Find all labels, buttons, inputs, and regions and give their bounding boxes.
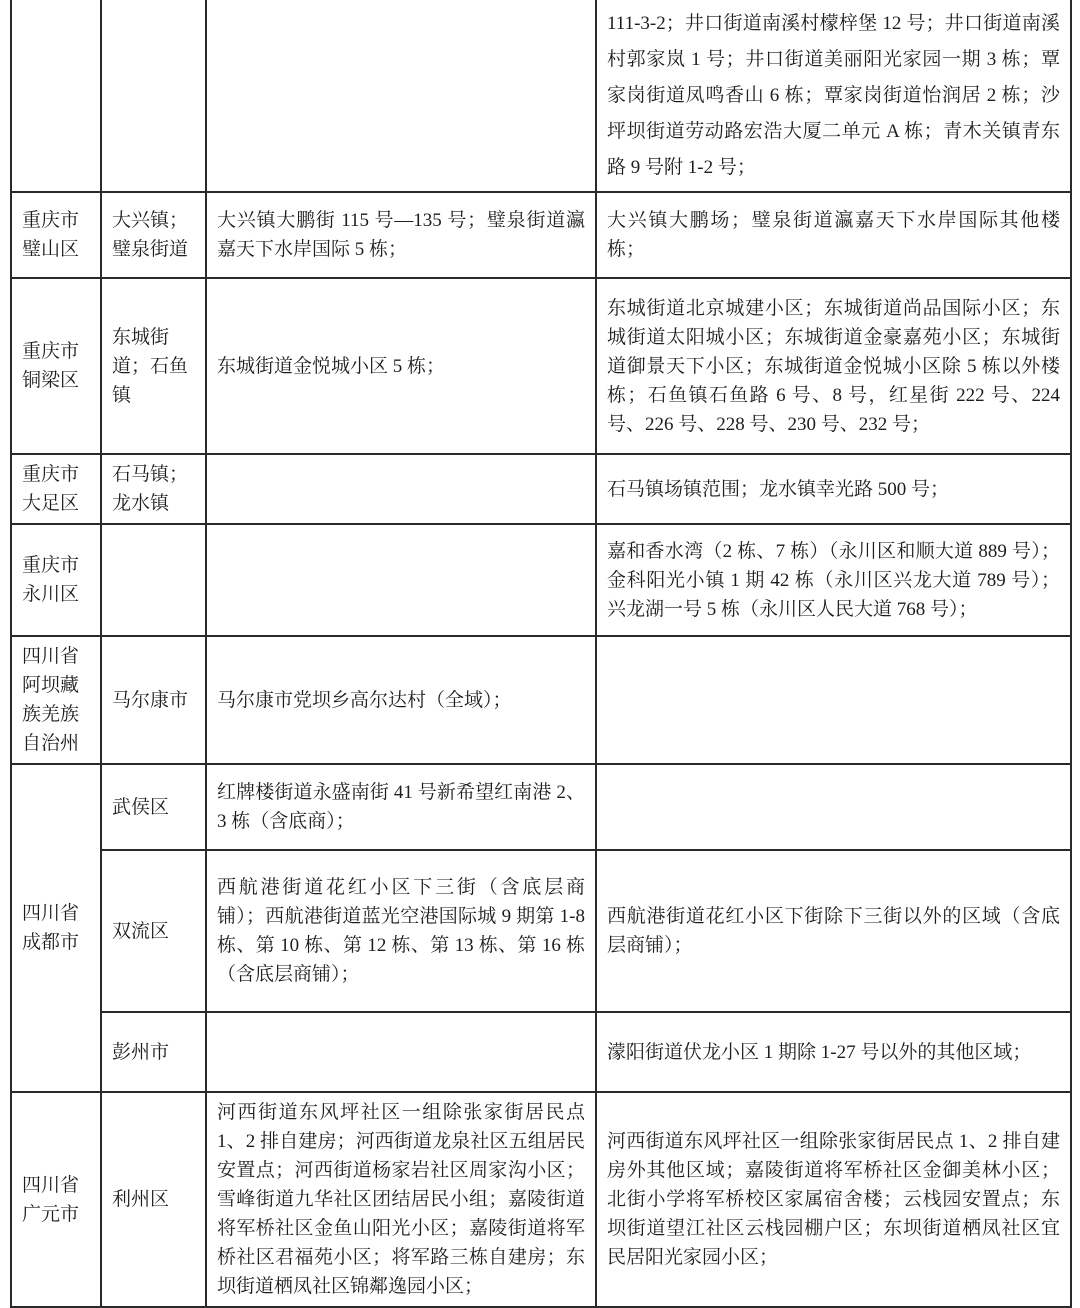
province-cell: 重庆市璧山区 <box>11 192 101 278</box>
risk-table-body <box>11 0 1071 1307</box>
row-dazu <box>11 454 1071 524</box>
province-cell: 四川省广元市 <box>11 1092 101 1307</box>
row-chengdu-shuangliu <box>11 850 1071 1012</box>
subdivision-cell: 东城街道；石鱼镇 <box>101 278 206 454</box>
subdivision-cell: 武侯区 <box>101 764 206 850</box>
list-1-cell: 大兴镇大鹏街 115 号—135 号；璧泉街道瀛嘉天下水岸国际 5 栋； <box>206 192 596 278</box>
province-cell <box>11 0 101 192</box>
province-cell: 重庆市永川区 <box>11 524 101 636</box>
row-chengdu-wuhou <box>11 764 1071 850</box>
subdivision-cell <box>101 0 206 192</box>
province-cell: 四川省阿坝藏族羌族自治州 <box>11 636 101 764</box>
list-1-cell: 东城街道金悦城小区 5 栋； <box>206 278 596 454</box>
list-1-cell: 红牌楼街道永盛南街 41 号新希望红南港 2、3 栋（含底商）； <box>206 764 596 850</box>
list-1-cell: 河西街道东风坪社区一组除张家街居民点 1、2 排自建房；河西街道龙泉社区五组居民安置点；河西街道杨家岩社区周家沟小区；雪峰街道九华社区团结居民小组；嘉陵街道将军桥社区金鱼山阳光小区；嘉陵街道将军桥社区君福苑小区；将军路三栋自建房；东坝街道栖凤社区锦鄰逸园小区； <box>206 1092 596 1307</box>
province-cell: 重庆市大足区 <box>11 454 101 524</box>
list-1-cell: 西航港街道花红小区下三街（含底层商铺）；西航港街道蓝光空港国际城 9 期第 1-8 栋、第 10 栋、第 12 栋、第 13 栋、第 16 栋（含底层商铺）； <box>206 850 596 1012</box>
row-chengdu-pengzhou <box>11 1012 1071 1092</box>
subdivision-cell: 利州区 <box>101 1092 206 1307</box>
list-2-cell: 河西街道东风坪社区一组除张家街居民点 1、2 排自建房外其他区域；嘉陵街道将军桥社区金御美林小区；北街小学将军桥校区家属宿舍楼；云栈园安置点；东坝街道望江社区云栈园棚户区；东坝街道栖凤社区宜民居阳光家园小区； <box>596 1092 1071 1307</box>
list-1-cell <box>206 1012 596 1092</box>
list-2-cell: 东城街道北京城建小区；东城街道尚品国际小区；东城街道太阳城小区；东城街道金豪嘉苑小区；东城街道御景天下小区；东城街道金悦城小区除 5 栋以外楼栋；石鱼镇石鱼路 6 号、8 号，红星街 222 号、224 号、226 号、228 号、230 号、232 号； <box>596 278 1071 454</box>
row-continued <box>11 0 1071 192</box>
subdivision-cell: 石马镇；龙水镇 <box>101 454 206 524</box>
list-1-cell <box>206 0 596 192</box>
list-1-cell <box>206 524 596 636</box>
list-1-cell <box>206 454 596 524</box>
subdivision-cell: 大兴镇；璧泉街道 <box>101 192 206 278</box>
list-2-cell <box>596 764 1071 850</box>
subdivision-cell: 双流区 <box>101 850 206 1012</box>
province-cell: 四川省成都市 <box>11 764 101 1092</box>
subdivision-cell <box>101 524 206 636</box>
list-2-cell: 嘉和香水湾（2 栋、7 栋）（永川区和顺大道 889 号）；金科阳光小镇 1 期 42 栋（永川区兴龙大道 789 号）；兴龙湖一号 5 栋（永川区人民大道 768 号）； <box>596 524 1071 636</box>
row-yongchuan <box>11 524 1071 636</box>
row-bishan <box>11 192 1071 278</box>
list-2-cell: 大兴镇大鹏场；璧泉街道瀛嘉天下水岸国际其他楼栋； <box>596 192 1071 278</box>
row-aba <box>11 636 1071 764</box>
risk-area-table <box>10 0 1072 1308</box>
province-cell: 重庆市铜梁区 <box>11 278 101 454</box>
subdivision-cell: 马尔康市 <box>101 636 206 764</box>
list-1-cell: 马尔康市党坝乡高尔达村（全域）； <box>206 636 596 764</box>
list-2-cell <box>596 636 1071 764</box>
list-2-cell: 濛阳街道伏龙小区 1 期除 1-27 号以外的其他区域； <box>596 1012 1071 1092</box>
list-2-cell: 西航港街道花红小区下街除下三街以外的区域（含底层商铺）； <box>596 850 1071 1012</box>
row-guangyuan <box>11 1092 1071 1307</box>
subdivision-cell: 彭州市 <box>101 1012 206 1092</box>
list-2-cell: 111-3-2；井口街道南溪村檬梓堡 12 号；井口街道南溪村郭家岚 1 号；井口街道美丽阳光家园一期 3 栋；覃家岗街道凤鸣香山 6 栋；覃家岗街道怡润居 2 栋；沙坪坝街道劳动路宏浩大厦二单元 A 栋；青木关镇青东路 9 号附 1-2 号； <box>596 0 1071 192</box>
row-tongliang <box>11 278 1071 454</box>
list-2-cell: 石马镇场镇范围；龙水镇幸光路 500 号； <box>596 454 1071 524</box>
